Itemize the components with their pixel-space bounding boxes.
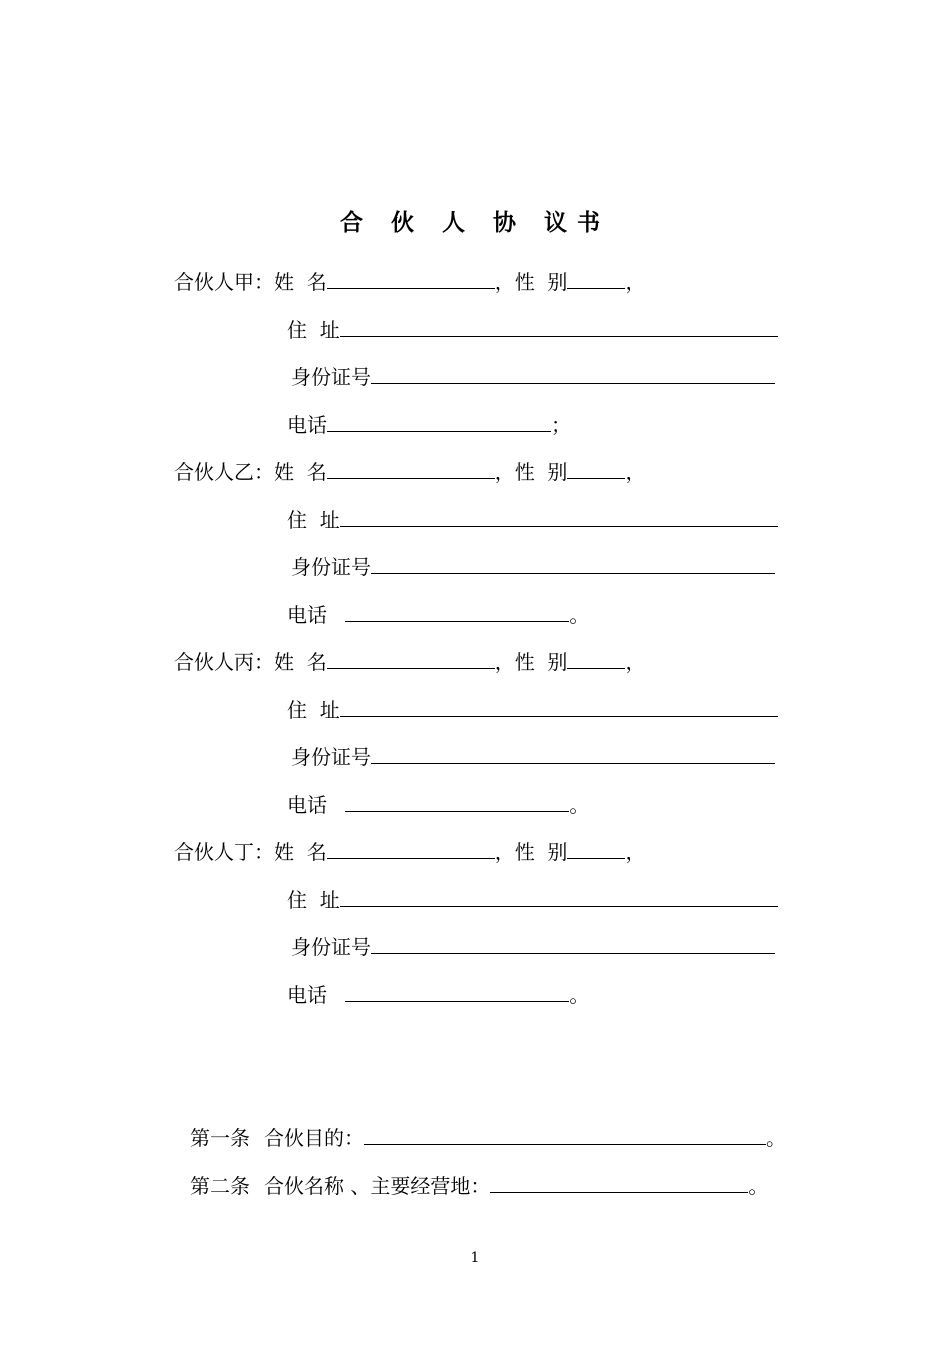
partner-b-phone-label: 电话 bbox=[287, 603, 334, 627]
partner-a-phone-end: ； bbox=[551, 413, 571, 437]
partner-a-name-field[interactable] bbox=[327, 266, 495, 289]
partner-c-name-field[interactable] bbox=[327, 646, 495, 669]
partner-c-id-field[interactable] bbox=[371, 741, 775, 764]
partner-d-name-label: 姓 名 bbox=[274, 840, 327, 864]
partner-c-gender-end: ， bbox=[625, 650, 646, 674]
partner-c-gender-field[interactable] bbox=[567, 646, 625, 669]
partner-a-name-row bbox=[174, 266, 645, 294]
partner-d-address-row bbox=[287, 884, 778, 912]
partner-c-id-label: 身份证号 bbox=[291, 745, 371, 769]
partner-a-gender-field[interactable] bbox=[567, 266, 625, 289]
partner-d-name-row bbox=[174, 836, 645, 864]
partner-b-name-label: 姓 名 bbox=[274, 460, 327, 484]
partner-d-phone-field[interactable] bbox=[345, 979, 569, 1002]
partner-d-name-field[interactable] bbox=[327, 836, 495, 859]
partner-b-name-field[interactable] bbox=[327, 456, 495, 479]
partner-c-phone-row bbox=[287, 789, 589, 817]
partner-c-label: 合伙人丙： bbox=[174, 650, 274, 674]
clause-2-end: 。 bbox=[748, 1174, 769, 1198]
clause-2-field[interactable] bbox=[490, 1170, 748, 1193]
partner-c-phone-end: 。 bbox=[569, 793, 590, 817]
partner-c-gender-label: ，性 别 bbox=[494, 650, 568, 674]
page-number: 1 bbox=[470, 1250, 480, 1266]
partner-b-phone-field[interactable] bbox=[345, 599, 569, 622]
partner-b-phone-end: 。 bbox=[569, 603, 590, 627]
partner-b-label: 合伙人乙： bbox=[174, 460, 274, 484]
partner-a-label: 合伙人甲： bbox=[174, 270, 274, 294]
partner-d-address-field[interactable] bbox=[340, 884, 778, 907]
partner-b-address-row bbox=[287, 504, 778, 532]
partner-b-address-label: 住 址 bbox=[287, 508, 340, 532]
partner-d-gender-label: ，性 别 bbox=[494, 840, 568, 864]
partner-c-address-field[interactable] bbox=[340, 694, 778, 717]
partner-b-gender-label: ，性 别 bbox=[494, 460, 568, 484]
partner-a-id-row bbox=[291, 361, 775, 389]
clause-2-text: 合伙名称 、主要经营地： bbox=[264, 1174, 491, 1198]
clause-1-number: 第一条 bbox=[190, 1126, 250, 1150]
partner-b-gender-field[interactable] bbox=[567, 456, 625, 479]
partner-d-gender-end: ， bbox=[625, 840, 646, 864]
partner-d-id-label: 身份证号 bbox=[291, 935, 371, 959]
partner-a-phone-field[interactable] bbox=[327, 409, 551, 432]
partner-a-name-label: 姓 名 bbox=[274, 270, 327, 294]
partner-b-address-field[interactable] bbox=[340, 504, 778, 527]
partner-a-gender-label: ，性 别 bbox=[494, 270, 568, 294]
partner-a-address-label: 住 址 bbox=[287, 318, 340, 342]
clause-1-field[interactable] bbox=[364, 1122, 766, 1145]
partner-b-name-row bbox=[174, 456, 645, 484]
partner-d-phone-label: 电话 bbox=[287, 983, 334, 1007]
partner-a-address-field[interactable] bbox=[340, 314, 778, 337]
document-title bbox=[0, 204, 950, 237]
clause-2-row bbox=[190, 1170, 768, 1198]
partner-c-phone-label: 电话 bbox=[287, 793, 334, 817]
partner-c-name-label: 姓 名 bbox=[274, 650, 327, 674]
partner-c-name-row bbox=[174, 646, 645, 674]
partner-d-address-label: 住 址 bbox=[287, 888, 340, 912]
clause-1-text: 合伙目的： bbox=[264, 1126, 364, 1150]
partner-c-address-label: 住 址 bbox=[287, 698, 340, 722]
partner-d-id-field[interactable] bbox=[371, 931, 775, 954]
partner-a-gender-end: ， bbox=[625, 270, 646, 294]
partner-b-id-field[interactable] bbox=[371, 551, 775, 574]
partner-a-id-field[interactable] bbox=[371, 361, 775, 384]
partner-a-phone-label: 电话 bbox=[287, 413, 327, 437]
clause-1-end: 。 bbox=[766, 1126, 786, 1150]
partner-d-id-row bbox=[291, 931, 775, 959]
partner-d-gender-field[interactable] bbox=[567, 836, 625, 859]
partner-b-id-label: 身份证号 bbox=[291, 555, 371, 579]
partner-d-label: 合伙人丁： bbox=[174, 840, 274, 864]
partner-c-phone-field[interactable] bbox=[345, 789, 569, 812]
partner-a-address-row bbox=[287, 314, 778, 342]
partner-b-id-row bbox=[291, 551, 775, 579]
partner-a-id-label: 身份证号 bbox=[291, 365, 371, 389]
partner-d-phone-row bbox=[287, 979, 589, 1007]
partner-b-gender-end: ， bbox=[625, 460, 646, 484]
partner-d-phone-end: 。 bbox=[569, 983, 590, 1007]
partner-b-phone-row bbox=[287, 599, 589, 627]
partner-c-address-row bbox=[287, 694, 778, 722]
clause-1-row bbox=[190, 1122, 786, 1150]
partner-c-id-row bbox=[291, 741, 775, 769]
clause-2-number: 第二条 bbox=[190, 1174, 250, 1198]
partner-a-phone-row bbox=[287, 409, 571, 437]
title-text: 合 伙 人 协 议书 bbox=[339, 210, 611, 236]
